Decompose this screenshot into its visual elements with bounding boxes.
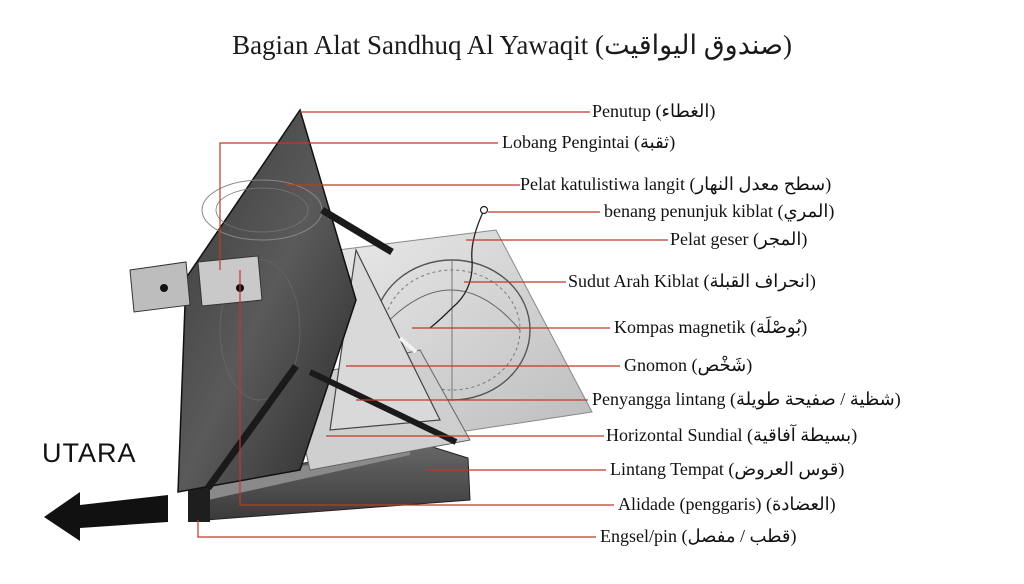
label-horizontal-sundial: Horizontal Sundial (بسيطة آفاقية) (606, 425, 858, 445)
label-alidade: Alidade (penggaris) (العضادة) (618, 494, 836, 514)
north-arrow (44, 492, 168, 541)
label-qibla-angle: Sudut Arah Kiblat (انحراف القبلة) (568, 271, 816, 291)
north-direction-label: UTARA (42, 438, 137, 468)
label-lid: Penutup (الغطاء) (592, 101, 716, 121)
label-sight-hole: Lobang Pengintai (ثقبة) (502, 132, 676, 152)
label-latitude-support: Penyangga lintang (شظية / صفيحة طويلة) (592, 389, 901, 409)
label-sliding-plate: Pelat geser (المجر) (670, 229, 808, 249)
thread-bead (481, 207, 488, 214)
label-equatorial-plate: Pelat katulistiwa langit (سطح معدل النهار) (520, 174, 832, 194)
label-qibla-thread: benang penunjuk kiblat (المري) (604, 201, 835, 221)
label-magnetic-compass: Kompas magnetik (بُوصْلَة) (614, 317, 808, 337)
label-gnomon: Gnomon (شَخْص) (624, 355, 753, 375)
label-hinge-pin: Engsel/pin (قطب / مفصل) (600, 526, 797, 546)
label-local-latitude: Lintang Tempat (قوس العروض) (610, 459, 845, 479)
diagram-title: Bagian Alat Sandhuq Al Yawaqit (صندوق اليواقيت) (232, 30, 792, 60)
